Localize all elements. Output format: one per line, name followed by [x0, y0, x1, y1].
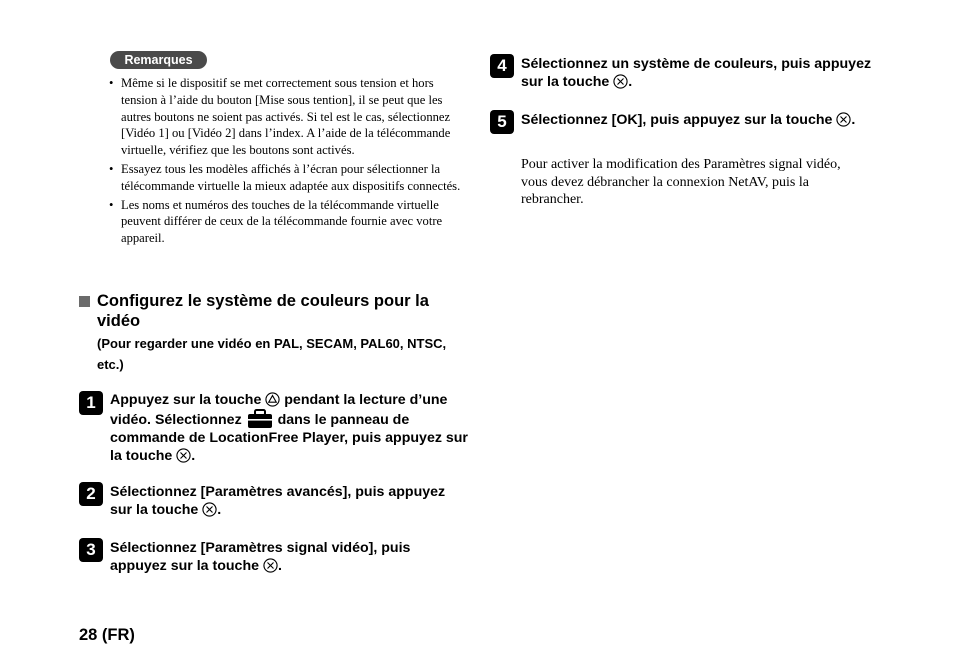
step-3-text	[110, 539, 470, 575]
section-square-icon	[79, 296, 90, 307]
remark-item: • Les noms et numéros des touches de la télécommande virtuelle peuvent différer de ceux de la télécommande fournie avec votre appareil.	[109, 197, 469, 247]
step-4-text	[521, 55, 881, 91]
remarks-badge: Remarques	[110, 51, 207, 69]
step-number-3: 3	[79, 538, 103, 562]
step-3-end: .	[277, 558, 282, 574]
toolbox-icon	[247, 409, 273, 429]
section-subtitle: (Pour regarder une vidéo en PAL, SECAM, PAL60, NTSC, etc.)	[97, 336, 447, 372]
step-3-label: Sélectionnez [Paramètres signal vidéo], puis appuyez sur la touche	[110, 540, 411, 574]
step-number-1: 1	[79, 391, 103, 415]
step-1-part1: Appuyez sur la touche	[110, 392, 262, 408]
step-1-part2: pendant la lecture d’une vidéo. Sélectionnez	[110, 392, 448, 428]
step-4-label: Sélectionnez un système de couleurs, puis appuyez sur la touche	[521, 56, 872, 90]
step-1-text	[110, 391, 470, 465]
step-2-end: .	[217, 502, 222, 518]
remark-item: • Essayez tous les modèles affichés à l’écran pour sélectionner la télécommande virtuelle la mieux adaptée aux dispositifs connectés.	[109, 161, 469, 195]
remark-item: • Même si le dispositif se met correctement sous tension et hors tension à l’aide du bouton [Mise sous tention], il se peut que les autres boutons ne soient pas activés. Si tel est le cas, sélectionnez [Vidéo 1] ou [Vidéo 2] dans l’index. A l’aide de la télécommande virtuelle, vérifiez que les boutons sont activés.	[109, 75, 469, 159]
step-1-end: .	[191, 448, 196, 464]
page-number: 28 (FR)	[79, 626, 135, 644]
section-title: Configurez le système de couleurs pour la vidéo	[97, 292, 429, 330]
cross-button-icon	[176, 448, 191, 463]
step-2-label: Sélectionnez [Paramètres avancés], puis appuyez sur la touche	[110, 484, 446, 518]
step-number-2: 2	[79, 482, 103, 506]
step-5-note: Pour activer la modification des Paramètres signal vidéo, vous devez débrancher la connexion NetAV, puis la rebrancher.	[521, 157, 841, 207]
step-5-end: .	[851, 112, 856, 128]
step-2-text	[110, 483, 470, 519]
cross-button-icon	[202, 502, 217, 517]
cross-button-icon	[613, 74, 628, 89]
step-1-part3: dans le panneau de commande de LocationFree Player, puis appuyez sur la touche	[110, 412, 468, 464]
triangle-button-icon	[265, 392, 280, 407]
step-5-label: Sélectionnez [OK], puis appuyez sur la touche	[521, 112, 833, 128]
step-4-end: .	[628, 74, 633, 90]
step-number-5: 5	[490, 110, 514, 134]
cross-button-icon	[836, 112, 851, 127]
remarks-list	[109, 75, 469, 249]
step-number-4: 4	[490, 54, 514, 78]
step-5-text	[521, 111, 881, 129]
cross-button-icon	[263, 558, 278, 573]
